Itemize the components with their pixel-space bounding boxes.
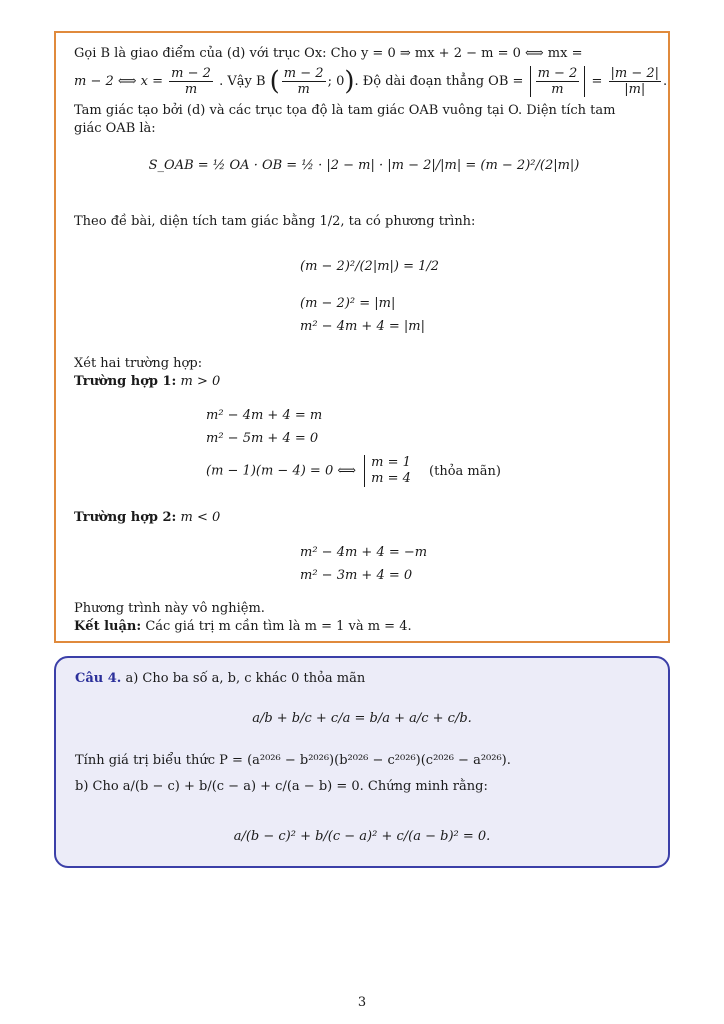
solution-box: [54, 31, 670, 643]
paragraph-line-2: m − 2 ⟺ x = $\frac{m - 2}{m}$ . Vậy B ( $\frac{m - 2}{m}$ ; 0). Độ dài đoạn thẳng OB = $\frac{m - 2}{m}$ = $\frac{|m - 2|}{|m|}$ .: [74, 66, 668, 97]
page-number: 3: [357, 995, 367, 1010]
case-2-heading: Trường hợp 2: m < 0: [74, 510, 221, 525]
area-formula: S_OAB = ½ OA · OB = ½ · |2 − m| · |m − 2|/|m| = (m − 2)²/(2|m|): [148, 158, 580, 173]
equation: m² − 3m + 4 = 0: [300, 568, 413, 583]
question-label: Câu 4.: [75, 671, 122, 686]
question-header: Câu 4. a) Cho ba số a, b, c khác 0 thỏa mãn: [75, 671, 366, 686]
paragraph-line: Theo đề bài, diện tích tam giác bằng 1/2, ta có phương trình:: [74, 214, 476, 229]
case-1-heading: Trường hợp 1: m > 0: [74, 374, 221, 389]
roots-bracket: m = 1 m = 4: [364, 455, 411, 487]
equation: m² − 4m + 4 = −m: [300, 545, 428, 560]
paragraph-line: Tam giác tạo bởi (d) và các trục tọa độ là tam giác OAB vuông tại O. Diện tích tam: [74, 103, 616, 118]
cases-intro: Xét hai trường hợp:: [74, 356, 203, 371]
conclusion: Kết luận: Các giá trị m cần tìm là m = 1 và m = 4.: [74, 619, 412, 634]
part-a-task: Tính giá trị biểu thức P = (a²⁰²⁶ − b²⁰²⁶)(b²⁰²⁶ − c²⁰²⁶)(c²⁰²⁶ − a²⁰²⁶).: [75, 753, 511, 768]
goal-equation: a/(b − c)² + b/(c − a)² + c/(a − b)² = 0.: [233, 829, 491, 844]
equation: m² − 5m + 4 = 0: [206, 431, 319, 446]
equation: m² − 4m + 4 = m: [206, 408, 323, 423]
case-1-roots: (m − 1)(m − 4) = 0 ⟺ m = 1 m = 4 (thỏa mãn): [206, 455, 501, 486]
equation: m² − 4m + 4 = |m|: [300, 319, 425, 334]
equation: (m − 2)²/(2|m|) = 1/2: [300, 259, 440, 274]
identity-equation: a/b + b/c + c/a = b/a + a/c + c/b.: [252, 711, 472, 726]
question-box: [54, 656, 670, 868]
paragraph-line: giác OAB là:: [74, 121, 156, 136]
part-b-intro: b) Cho a/(b − c) + b/(c − a) + c/(a − b) = 0. Chứng minh rằng:: [75, 779, 488, 794]
no-solution-text: Phương trình này vô nghiệm.: [74, 601, 265, 616]
paragraph-line: Gọi B là giao điểm của (d) với trục Ox: Cho y = 0 ⇒ mx + 2 − m = 0 ⟺ mx =: [74, 46, 583, 61]
fraction: $\frac{m - 2}{m}$: [171, 66, 211, 97]
equation: (m − 2)² = |m|: [300, 296, 396, 311]
